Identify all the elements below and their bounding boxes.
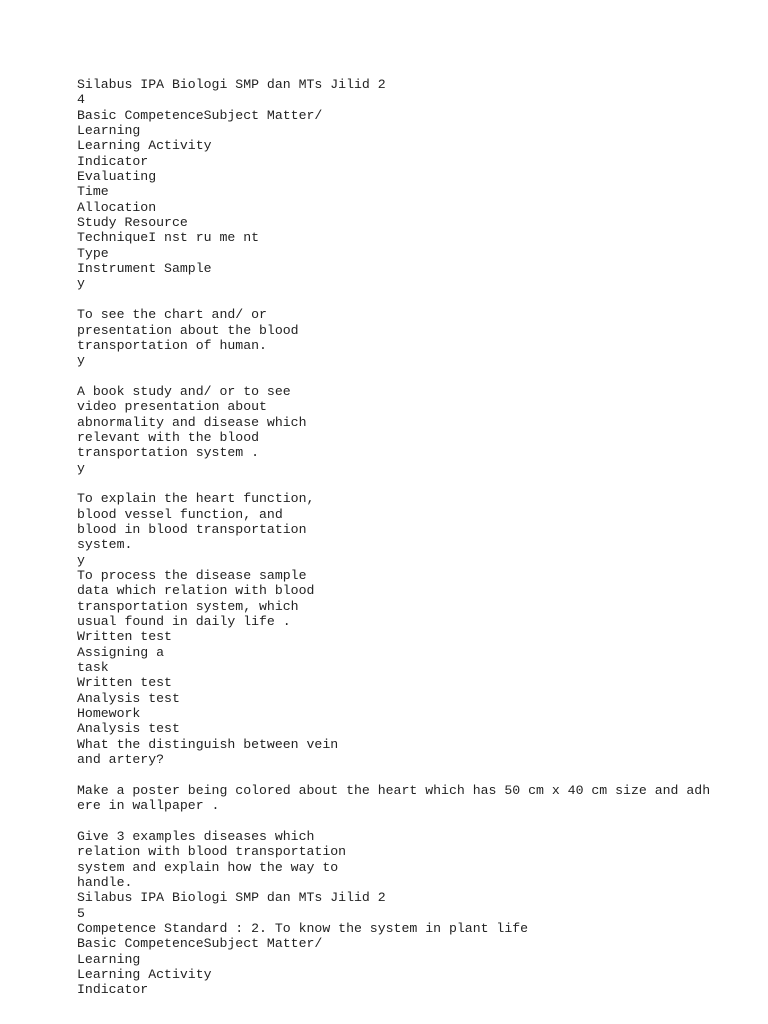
blank-line bbox=[77, 292, 710, 307]
text-line: Basic CompetenceSubject Matter/ bbox=[77, 936, 323, 952]
text-line: blood in blood transportation bbox=[77, 521, 307, 537]
text-line: Homework bbox=[77, 706, 141, 722]
text-line: relevant with the blood bbox=[77, 429, 260, 445]
text-line: relation with blood transportation bbox=[77, 844, 347, 860]
text-line: Analysis test bbox=[77, 721, 180, 737]
text-line: Assigning a bbox=[77, 644, 165, 660]
text-line: Learning Activity bbox=[77, 966, 212, 982]
text-line: data which relation with blood bbox=[77, 583, 315, 599]
text-line: Written test bbox=[77, 629, 172, 645]
text-line: system and explain how the way to bbox=[77, 859, 339, 875]
text-line: transportation system . bbox=[77, 445, 260, 461]
text-line: Type bbox=[77, 245, 109, 261]
text-line: TechniqueI nst ru me nt bbox=[77, 230, 260, 246]
text-line: abnormality and disease which bbox=[77, 414, 307, 430]
document-body bbox=[77, 77, 710, 998]
text-line: Silabus IPA Biologi SMP dan MTs Jilid 2 bbox=[77, 890, 386, 906]
text-line: Give 3 examples diseases which bbox=[77, 828, 315, 844]
text-line: Silabus IPA Biologi SMP dan MTs Jilid 2 bbox=[77, 77, 386, 92]
text-line: Learning bbox=[77, 951, 141, 967]
text-line: y bbox=[77, 552, 85, 568]
text-line: system. bbox=[77, 537, 133, 553]
text-line: usual found in daily life . bbox=[77, 614, 291, 630]
text-line: Allocation bbox=[77, 199, 157, 215]
text-line: handle. bbox=[77, 874, 133, 890]
text-line: Learning Activity bbox=[77, 138, 212, 154]
text-line: A book study and/ or to see bbox=[77, 383, 291, 399]
text-line: video presentation about bbox=[77, 399, 267, 415]
text-line: Basic CompetenceSubject Matter/ bbox=[77, 107, 323, 123]
text-line: Time bbox=[77, 184, 109, 200]
blank-line bbox=[77, 476, 710, 491]
text-line: What the distinguish between vein bbox=[77, 736, 339, 752]
text-line: y bbox=[77, 353, 85, 369]
text-line: and artery? bbox=[77, 752, 165, 768]
text-line: Analysis test bbox=[77, 690, 180, 706]
text-line: 4 bbox=[77, 92, 85, 108]
text-line: Study Resource bbox=[77, 215, 188, 231]
text-line: Competence Standard : 2. To know the system in plant life bbox=[77, 920, 529, 936]
text-line: Written test bbox=[77, 675, 172, 691]
text-line: To process the disease sample bbox=[77, 568, 307, 583]
text-line: transportation of human. bbox=[77, 337, 267, 353]
blank-line bbox=[77, 369, 710, 384]
text-line: Indicator bbox=[77, 153, 149, 169]
text-line: 5 bbox=[77, 905, 85, 921]
text-line: To explain the heart function, bbox=[77, 491, 315, 507]
text-line: Learning bbox=[77, 123, 141, 139]
text-line: blood vessel function, and bbox=[77, 506, 283, 522]
text-line: task bbox=[77, 660, 109, 676]
text-line: Instrument Sample bbox=[77, 261, 212, 277]
blank-line bbox=[77, 767, 710, 782]
text-line: Make a poster being colored about the heart which has 50 cm x 40 cm size and adh bbox=[77, 782, 711, 798]
text-line: To see the chart and/ or bbox=[77, 307, 267, 323]
text-line: transportation system, which bbox=[77, 598, 299, 614]
text-line: Indicator bbox=[77, 982, 149, 998]
text-line: y bbox=[77, 460, 85, 476]
text-line: ere in wallpaper . bbox=[77, 798, 220, 814]
text-line: presentation about the blood bbox=[77, 322, 299, 338]
blank-line bbox=[77, 814, 710, 829]
text-line: y bbox=[77, 276, 85, 292]
text-line: Evaluating bbox=[77, 169, 157, 185]
